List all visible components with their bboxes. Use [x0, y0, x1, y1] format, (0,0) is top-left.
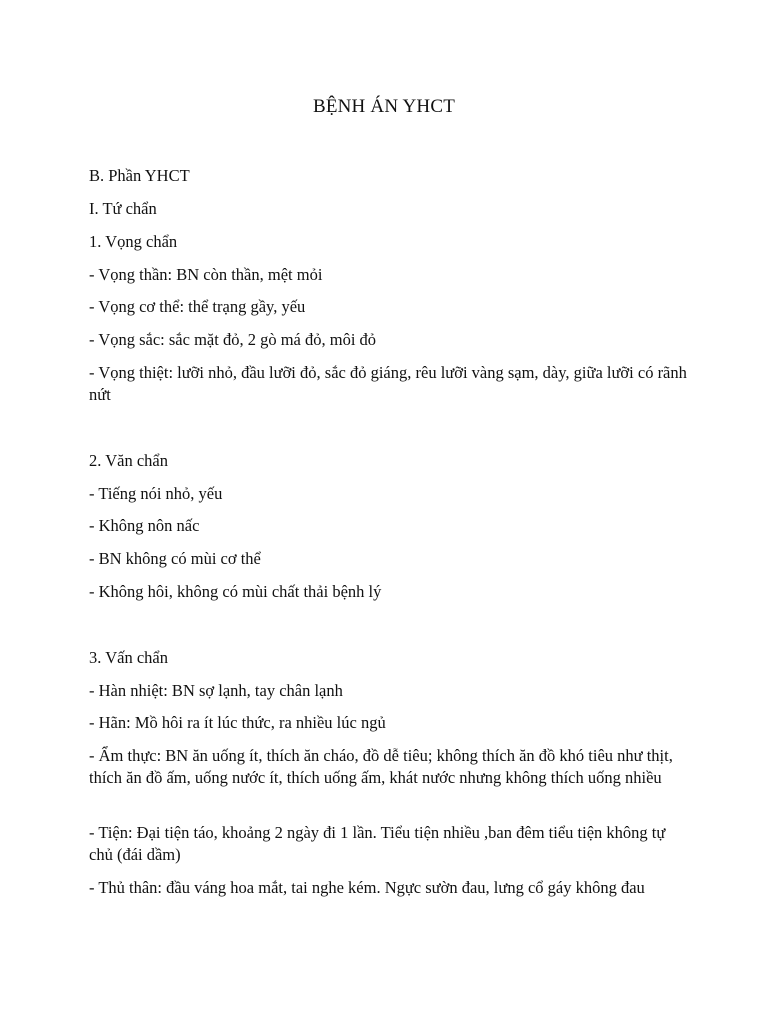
list-item: - Ẩm thực: BN ăn uống ít, thích ăn cháo, đồ dễ tiêu; không thích ăn đồ khó tiêu như thịt, thích ăn đồ ấm, uống nước ít, thích uống ấm, khát nước nhưng không thích uống nhiều	[89, 746, 673, 787]
list-item: - Vọng thần: BN còn thần, mệt mỏi	[89, 265, 323, 284]
list-item: - Tiếng nói nhỏ, yếu	[89, 484, 223, 503]
document-title: BỆNH ÁN YHCT	[312, 96, 456, 117]
list-item: - Thủ thân: đầu váng hoa mắt, tai nghe kém. Ngực sườn đau, lưng cổ gáy không đau	[89, 878, 645, 897]
list-item: - Hãn: Mồ hôi ra ít lúc thức, ra nhiều lúc ngủ	[89, 713, 386, 732]
list-item: - Không nôn nấc	[89, 516, 200, 535]
list-item: - BN không có mùi cơ thể	[89, 549, 261, 568]
heading-van-chan: 2. Văn chẩn	[89, 451, 168, 470]
list-item: - Hàn nhiệt: BN sợ lạnh, tay chân lạnh	[89, 681, 343, 700]
list-item: - Vọng thiệt: lưỡi nhỏ, đầu lưỡi đỏ, sắc đỏ giáng, rêu lưỡi vàng sạm, dày, giữa lưỡi có rãnh nứt	[89, 363, 687, 404]
section-label: B. Phần YHCT	[89, 166, 190, 185]
list-item: - Không hôi, không có mùi chất thải bệnh lý	[89, 582, 382, 601]
list-item: - Tiện: Đại tiện táo, khoảng 2 ngày đi 1 lần. Tiểu tiện nhiều ,ban đêm tiểu tiện không tự chủ (đái dầm)	[89, 823, 666, 864]
list-item: - Vọng cơ thể: thể trạng gầy, yếu	[89, 297, 306, 316]
list-item: - Vọng sắc: sắc mặt đỏ, 2 gò má đỏ, môi đỏ	[89, 330, 377, 349]
part-label: I. Tứ chẩn	[89, 199, 157, 218]
heading-van-chan-hoi: 3. Vấn chẩn	[89, 648, 168, 667]
heading-vong-chan: 1. Vọng chẩn	[89, 232, 178, 251]
